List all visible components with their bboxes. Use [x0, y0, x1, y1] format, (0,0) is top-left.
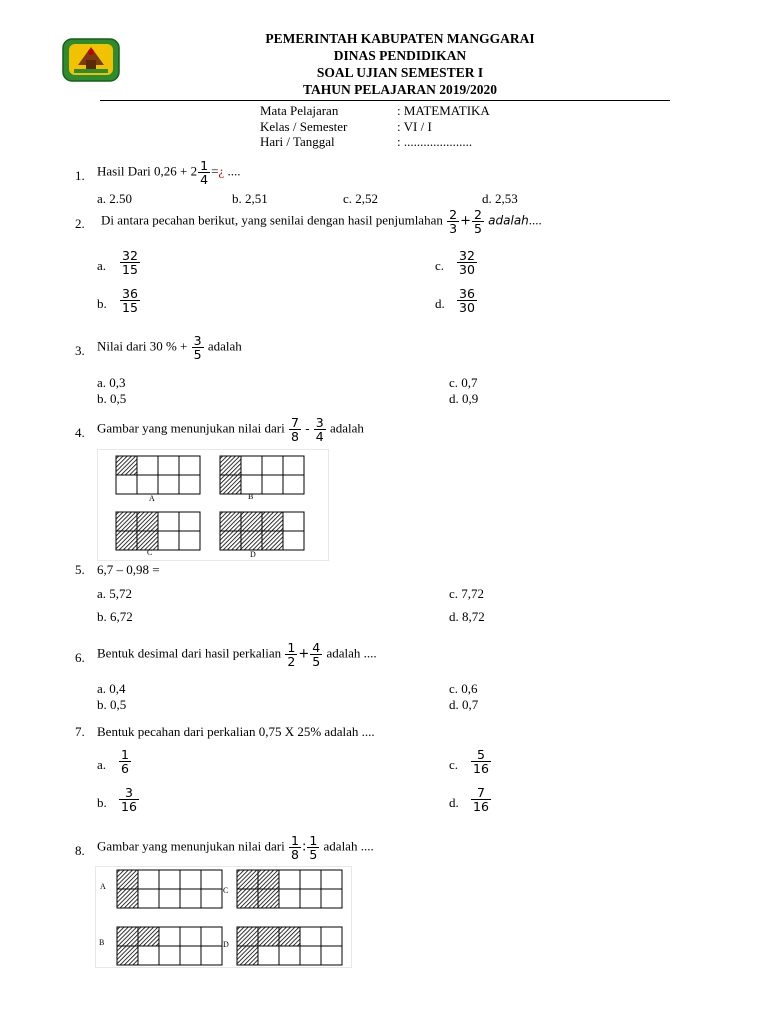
empty-cell — [201, 889, 222, 908]
q8-label-a: A — [100, 882, 106, 891]
q4-grid-b — [219, 455, 305, 495]
q2-option-c: $\frac{32}{30}$ — [459, 248, 475, 278]
q5-option-c: c. 7,72 — [449, 586, 485, 601]
header-department: DINAS PENDIDIKAN — [333, 48, 467, 63]
empty-cell — [180, 889, 201, 908]
shaded-cell — [279, 927, 300, 946]
empty-cell — [179, 512, 200, 531]
empty-cell — [138, 889, 159, 908]
q7-option-d-label: d. — [449, 795, 459, 810]
q7-number: 7. — [75, 724, 85, 739]
empty-cell — [201, 946, 222, 965]
day-date-label: Hari / Tanggal — [260, 134, 335, 149]
q1-fraction: $\frac{1}{4}$ — [200, 158, 209, 188]
shaded-cell — [258, 870, 279, 889]
q7-option-a: $\frac{1}{6}$ — [121, 747, 129, 777]
q4-label-c: C — [147, 548, 153, 557]
q4-grid-a — [115, 455, 201, 495]
q8-grid-d — [236, 926, 343, 966]
empty-cell — [300, 889, 321, 908]
empty-cell — [180, 927, 201, 946]
shaded-cell — [138, 927, 159, 946]
shaded-cell — [220, 475, 241, 494]
empty-cell — [159, 870, 180, 889]
q7-option-a-label: a. — [97, 757, 107, 772]
empty-cell — [180, 946, 201, 965]
q5-number: 5. — [75, 562, 85, 577]
empty-cell — [279, 870, 300, 889]
shaded-cell — [116, 456, 137, 475]
q6-number: 6. — [75, 650, 85, 665]
q8-grid-a — [116, 869, 223, 909]
q4-label-b: B — [248, 492, 254, 501]
shaded-cell — [220, 456, 241, 475]
shaded-cell — [117, 889, 138, 908]
shaded-cell — [116, 512, 137, 531]
q6-option-c: c. 0,6 — [449, 681, 478, 696]
shaded-cell — [117, 946, 138, 965]
shaded-cell — [258, 889, 279, 908]
empty-cell — [179, 475, 200, 494]
empty-cell — [137, 475, 158, 494]
empty-cell — [279, 889, 300, 908]
empty-cell — [241, 456, 262, 475]
shaded-cell — [117, 870, 138, 889]
empty-cell — [201, 927, 222, 946]
q7-option-c: $\frac{5}{16}$ — [473, 747, 489, 777]
empty-cell — [321, 889, 342, 908]
q3-option-b: b. 0,5 — [97, 391, 127, 406]
empty-cell — [279, 946, 300, 965]
shaded-cell — [262, 531, 283, 550]
q5-question: 6,7 – 0,98 = — [97, 562, 160, 577]
class-semester-label: Kelas / Semester — [260, 119, 348, 134]
empty-cell — [201, 870, 222, 889]
q2-option-a-label: a. — [97, 258, 107, 273]
empty-cell — [262, 456, 283, 475]
shaded-cell — [220, 531, 241, 550]
q3-number: 3. — [75, 343, 85, 358]
q7-question: Bentuk pecahan dari perkalian 0,75 X 25% adalah .... — [97, 724, 375, 739]
q4-number: 4. — [75, 425, 85, 440]
empty-cell — [159, 946, 180, 965]
header-school-year: TAHUN PELAJARAN 2019/2020 — [302, 82, 497, 97]
empty-cell — [321, 946, 342, 965]
q2-option-d-label: d. — [435, 296, 445, 311]
empty-cell — [159, 927, 180, 946]
q5-option-d: d. 8,72 — [449, 609, 485, 624]
empty-cell — [116, 475, 137, 494]
q6-question: Bentuk desimal dari hasil perkalian $\frac{1}{2}$ + $\frac{4}{5}$ adalah .... — [97, 640, 377, 670]
empty-cell — [138, 870, 159, 889]
empty-cell — [258, 946, 279, 965]
empty-cell — [321, 870, 342, 889]
empty-cell — [179, 531, 200, 550]
empty-cell — [179, 456, 200, 475]
q2-question: Di antara pecahan berikut, yang senilai dengan hasil penjumlahan $\frac{2}{3}$ + $\frac{2}{5}$ adalah.... — [101, 207, 542, 237]
shaded-cell — [237, 870, 258, 889]
empty-cell — [159, 889, 180, 908]
empty-cell — [180, 870, 201, 889]
empty-cell — [283, 475, 304, 494]
empty-cell — [158, 512, 179, 531]
q8-label-c: C — [223, 886, 229, 895]
empty-cell — [158, 475, 179, 494]
empty-cell — [300, 946, 321, 965]
q7-option-b-label: b. — [97, 795, 107, 810]
shaded-cell — [258, 927, 279, 946]
empty-cell — [283, 531, 304, 550]
header-government: PEMERINTAH KABUPATEN MANGGARAI — [265, 31, 535, 46]
empty-cell — [300, 927, 321, 946]
q3-option-d: d. 0,9 — [449, 391, 479, 406]
q8-number: 8. — [75, 843, 85, 858]
q4-label-d: D — [250, 550, 256, 559]
shaded-cell — [237, 946, 258, 965]
q1-option-c: c. 2,52 — [343, 191, 379, 206]
empty-cell — [321, 927, 342, 946]
q6-option-b: b. 0,5 — [97, 697, 127, 712]
shaded-cell — [220, 512, 241, 531]
q3-option-c: c. 0,7 — [449, 375, 478, 390]
q8-grid-b — [116, 926, 223, 966]
empty-cell — [300, 870, 321, 889]
q5-option-a: a. 5,72 — [97, 586, 133, 601]
day-date-value: : ..................... — [397, 134, 473, 149]
q3-option-a: a. 0,3 — [97, 375, 126, 390]
q2-option-b: $\frac{36}{15}$ — [122, 286, 138, 316]
shaded-cell — [241, 512, 262, 531]
empty-cell — [138, 946, 159, 965]
q7-option-c-label: c. — [449, 757, 459, 772]
q6-option-d: d. 0,7 — [449, 697, 479, 712]
q1-number: 1. — [75, 168, 85, 183]
shaded-cell — [262, 512, 283, 531]
q2-option-a: $\frac{32}{15}$ — [122, 248, 138, 278]
empty-cell — [158, 531, 179, 550]
q8-label-b: B — [99, 938, 105, 947]
empty-cell — [283, 512, 304, 531]
subject-label: Mata Pelajaran — [260, 103, 339, 118]
district-logo — [60, 36, 122, 88]
q2-number: 2. — [75, 216, 85, 231]
class-semester-value: : VI / I — [397, 119, 432, 134]
q4-label-a: A — [149, 494, 155, 503]
subject-value: : MATEMATIKA — [397, 103, 490, 118]
q1-question: Hasil Dari 0,26 + 2 $\frac{1}{4}$ =¿ .... — [97, 158, 241, 188]
q2-option-b-label: b. — [97, 296, 107, 311]
q3-question: Nilai dari 30 % + $\frac{3}{5}$ adalah — [97, 333, 242, 363]
q1-option-d: d. 2,53 — [482, 191, 518, 206]
q2-option-c-label: c. — [435, 258, 445, 273]
q4-grid-c — [115, 511, 201, 551]
empty-cell — [158, 456, 179, 475]
shaded-cell — [117, 927, 138, 946]
q5-option-b: b. 6,72 — [97, 609, 133, 624]
shaded-cell — [137, 512, 158, 531]
q1-option-a: a. 2.50 — [97, 191, 133, 206]
empty-cell — [262, 475, 283, 494]
shaded-cell — [116, 531, 137, 550]
q1-option-b: b. 2,51 — [232, 191, 268, 206]
q8-question: Gambar yang menunjukan nilai dari $\frac{1}{8}$ : $\frac{1}{5}$ adalah .... — [97, 833, 374, 863]
shaded-cell — [237, 889, 258, 908]
q7-option-d: $\frac{7}{16}$ — [473, 785, 489, 815]
q4-grid-d — [219, 511, 305, 551]
q4-question: Gambar yang menunjukan nilai dari $\frac{7}{8}$ - $\frac{3}{4}$ adalah — [97, 415, 364, 445]
header-exam-title: SOAL UJIAN SEMESTER I — [316, 65, 484, 80]
empty-cell — [283, 456, 304, 475]
q8-label-d: D — [223, 940, 229, 949]
q7-option-b: $\frac{3}{16}$ — [121, 785, 137, 815]
shaded-cell — [237, 927, 258, 946]
q2-option-d: $\frac{36}{30}$ — [459, 286, 475, 316]
empty-cell — [137, 456, 158, 475]
shaded-cell — [241, 531, 262, 550]
header-divider — [100, 100, 670, 101]
q8-grid-c — [236, 869, 343, 909]
q6-option-a: a. 0,4 — [97, 681, 126, 696]
